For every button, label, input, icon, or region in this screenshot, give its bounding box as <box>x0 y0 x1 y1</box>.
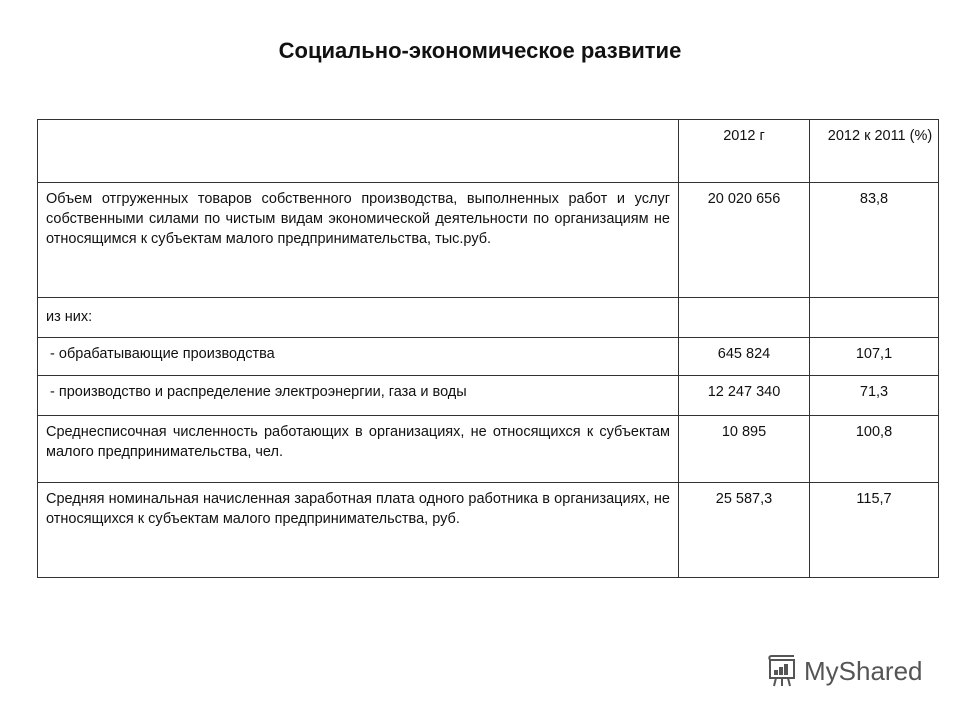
row-label: Среднесписочная численность работающих в организациях, не относящихся к субъектам малого предпринимательства, чел. <box>38 416 679 483</box>
table-row <box>38 376 939 416</box>
watermark-text: MyShared <box>804 655 923 686</box>
indicators-table <box>37 119 939 578</box>
row-value-2012: 12 247 340 <box>679 376 810 416</box>
header-cell-2012: 2012 г <box>679 120 810 183</box>
row-label: Объем отгруженных товаров собственного производства, выполненных работ и услуг собственными силами по чистым видам экономической деятельности по организациям не относящимся к субъектам малого предпринимательства, тыс.руб. <box>38 183 679 298</box>
row-label: из них: <box>38 298 679 338</box>
table-row <box>38 416 939 483</box>
table-row <box>38 183 939 298</box>
watermark-logo <box>766 654 923 688</box>
row-value-pct: 71,3 <box>810 376 939 416</box>
row-value-2012 <box>679 298 810 338</box>
table-row <box>38 298 939 338</box>
row-value-pct: 107,1 <box>810 338 939 376</box>
row-value-2012: 10 895 <box>679 416 810 483</box>
header-pct-text: 2012 к 2011 (%) <box>827 128 933 144</box>
row-value-2012: 645 824 <box>679 338 810 376</box>
row-value-pct: 83,8 <box>810 183 939 298</box>
row-value-2012: 25 587,3 <box>679 483 810 578</box>
row-label: - производство и распределение электроэнергии, газа и воды <box>38 376 679 416</box>
page-title: Социально-экономическое развитие <box>278 38 682 63</box>
table-row <box>38 483 939 578</box>
presentation-board-icon <box>766 654 798 688</box>
table-header-row <box>38 120 939 183</box>
row-label: Средняя номинальная начисленная заработная плата одного работника в организациях, не относящихся к субъектам малого предпринимательства, руб. <box>38 483 679 578</box>
row-label: - обрабатывающие производства <box>38 338 679 376</box>
row-value-2012: 20 020 656 <box>679 183 810 298</box>
header-cell-pct <box>810 120 939 183</box>
header-cell-label <box>38 120 679 183</box>
row-value-pct: 115,7 <box>810 483 939 578</box>
row-value-pct <box>810 298 939 338</box>
table-row <box>38 338 939 376</box>
row-value-pct: 100,8 <box>810 416 939 483</box>
